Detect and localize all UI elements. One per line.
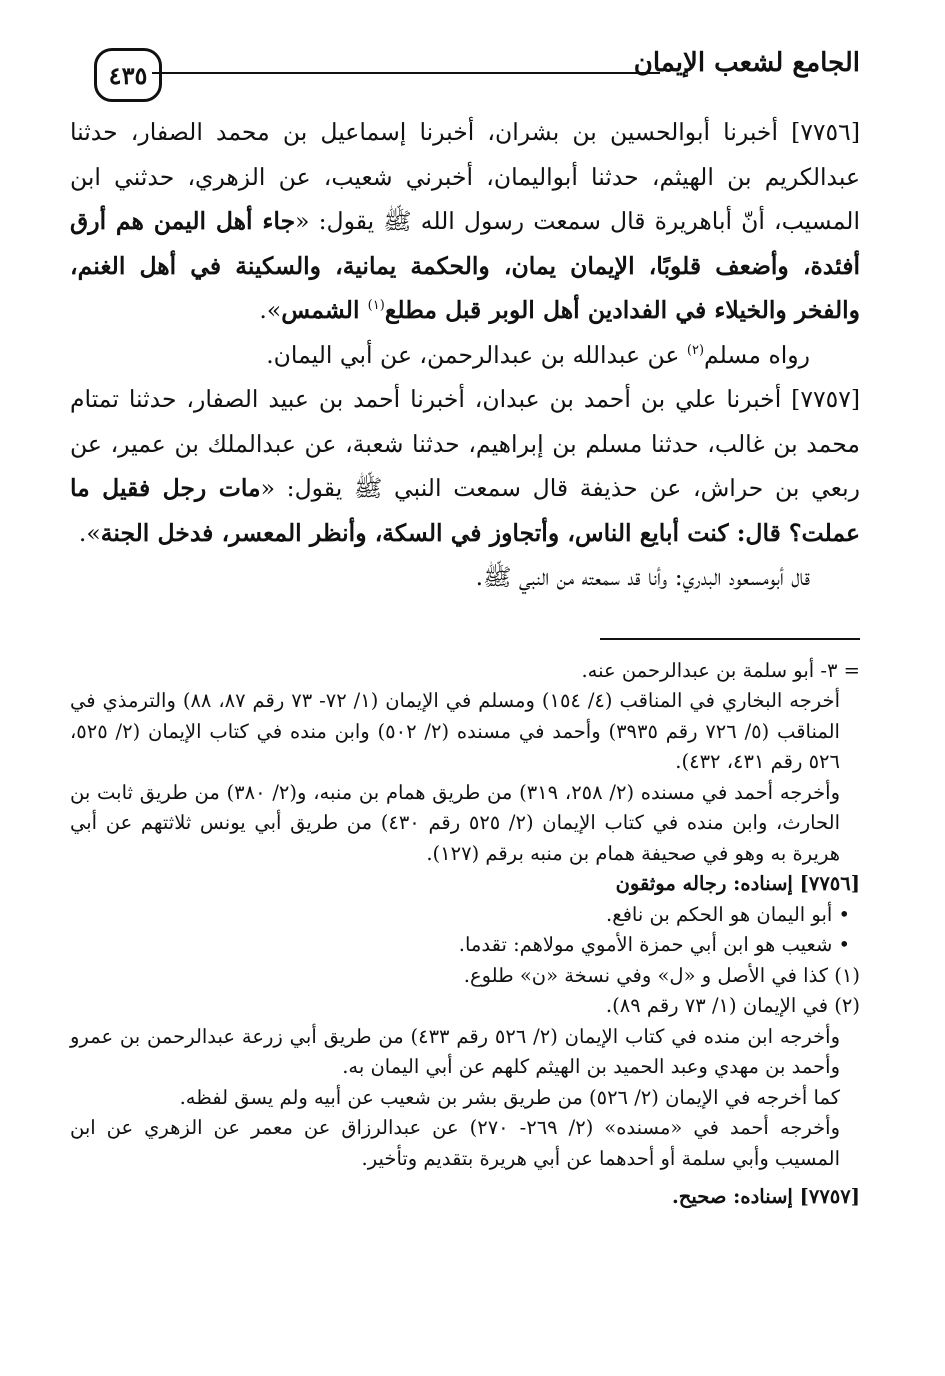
page-number: ٤٣٥: [94, 48, 162, 102]
matn-end: الشمس: [281, 296, 368, 324]
isnad: أخبرنا علي بن أحمد بن عبدان، أخبرنا أحمد بن عبيد الصفار، حدثنا تمتام محمد بن غالب، حدثنا مسلم بن إبراهيم، حدثنا شعبة، عن عبدالملك بن عمير، عن ربعي بن حراش، عن حذيفة قال سمعت النبي ﷺ يقول: «: [70, 385, 860, 502]
footnote-2: (٢) في الإيمان (١/ ٧٣ رقم ٨٩).: [605, 994, 860, 1017]
isnad: أخبرنا أبوالحسين بن بشران، أخبرنا إسماعيل بن محمد الصفار، حدثنا عبدالكريم بن الهيثم، حدثنا أبواليمان، أخبرني شعيب، عن الزهري، حدثني ابن المسيب، أنّ أباهريرة قال سمعت رسول الله ﷺ يقول: «: [70, 118, 860, 235]
footnote-bullet: • شعيب هو ابن أبي حمزة الأموي مولاهم: تقدما.: [458, 933, 850, 956]
quote-close: ».: [259, 296, 282, 324]
footnote-line: وأخرجه أحمد في «مسنده» (٢/ ٢٦٩- ٢٧٠) عن عبدالرزاق عن معمر عن الزهري عن ابن المسيب وأبي سلمة أو أحدهما عن أبي هريرة بتقديم وتأخير.: [70, 1116, 840, 1170]
footnote-bullet: • أبو اليمان هو الحكم بن نافع.: [606, 902, 850, 926]
isnad-grade: [٧٧٥٧] إسناده: صحيح.: [671, 1185, 860, 1208]
header-rule: [152, 72, 660, 74]
narrator-note: قال أبومسعود البدري: وأنا قد سمعته من النبي ﷺ.: [475, 563, 810, 591]
footnote-1: (١) كذا في الأصل و «ل» وفي نسخة «ن» طلوع.: [463, 963, 860, 987]
rawah-text-end: عن عبدالله بن عبدالرحمن، عن أبي اليمان.: [266, 340, 687, 369]
footnote-line: = ٣- أبو سلمة بن عبدالرحمن عنه.: [581, 658, 860, 682]
quote-close: ».: [78, 518, 101, 547]
matn: مات رجل فقيل ما عملت؟ قال: كنت أبايع الناس، وأتجاوز في السكة، وأنظر المعسر، فدخل الجنة: [70, 474, 860, 547]
footnotes: [70, 656, 860, 1213]
footnote-line: وأخرجه أحمد في مسنده (٢/ ٢٥٨، ٣١٩) من طريق همام بن منبه، و(٢/ ٣٨٠) من طريق ثابت بن الحارث، وابن منده في كتاب الإيمان (٢/ ٥٢٥ رقم ٤٣٠) من طريق أبي يونس ثلاثتهم عن أبي هريرة به وهو في صحيفة همام بن منبه برقم (١٢٧).: [70, 780, 841, 865]
page-header: [70, 40, 860, 110]
running-title: الجامع لشعب الإيمان: [633, 48, 860, 78]
footnote-marker: (١): [367, 298, 385, 314]
rawah-line: [70, 333, 860, 378]
hadith-number: [٧٧٥٧]: [791, 385, 860, 413]
isnad-grade: [٧٧٥٦] إسناده: رجاله موثقون: [615, 872, 860, 895]
footnote-marker: (٢): [686, 342, 705, 358]
rawah-text: رواه مسلم: [704, 340, 810, 369]
footnote-line: وأخرجه ابن منده في كتاب الإيمان (٢/ ٥٢٦ رقم ٤٣٣) من طريق أبي زرعة عبدالرحمن بن عمرو وأحمد بن مهدي وعبد الحميد بن الهيثم كلهم عن أبي اليمان به.: [70, 1024, 840, 1078]
book-page: [70, 40, 860, 1213]
footnote-line: كما أخرجه في الإيمان (٢/ ٥٢٦) من طريق بشر بن شعيب عن أبيه ولم يسق لفظه.: [179, 1085, 840, 1109]
matn: جاء أهل اليمن هم أرق أفئدة، وأضعف قلوبًا، الإيمان يمان، والحكمة يمانية، والسكينة في أهل الغنم، والفخر والخيلاء في الفدادين أهل الوبر قبل مطلع: [70, 207, 860, 324]
footnote-line: أخرجه البخاري في المناقب (٤/ ١٥٤) ومسلم في الإيمان (١/ ٧٢- ٧٣ رقم ٨٧، ٨٨) والترمذي في المناقب (٥/ ٧٢٦ رقم ٣٩٣٥) وأحمد في مسنده (٢/ ٥٠٢) وابن منده في كتاب الإيمان (٢/ ٥٢٥، ٥٢٦ رقم ٤٣١، ٤٣٢).: [70, 689, 840, 773]
hadith-number: [٧٧٥٦]: [791, 118, 860, 146]
main-text: [70, 110, 860, 600]
footnote-rule: [600, 638, 860, 640]
hadith-7757: [70, 377, 860, 555]
hadith-7756: [70, 110, 860, 333]
